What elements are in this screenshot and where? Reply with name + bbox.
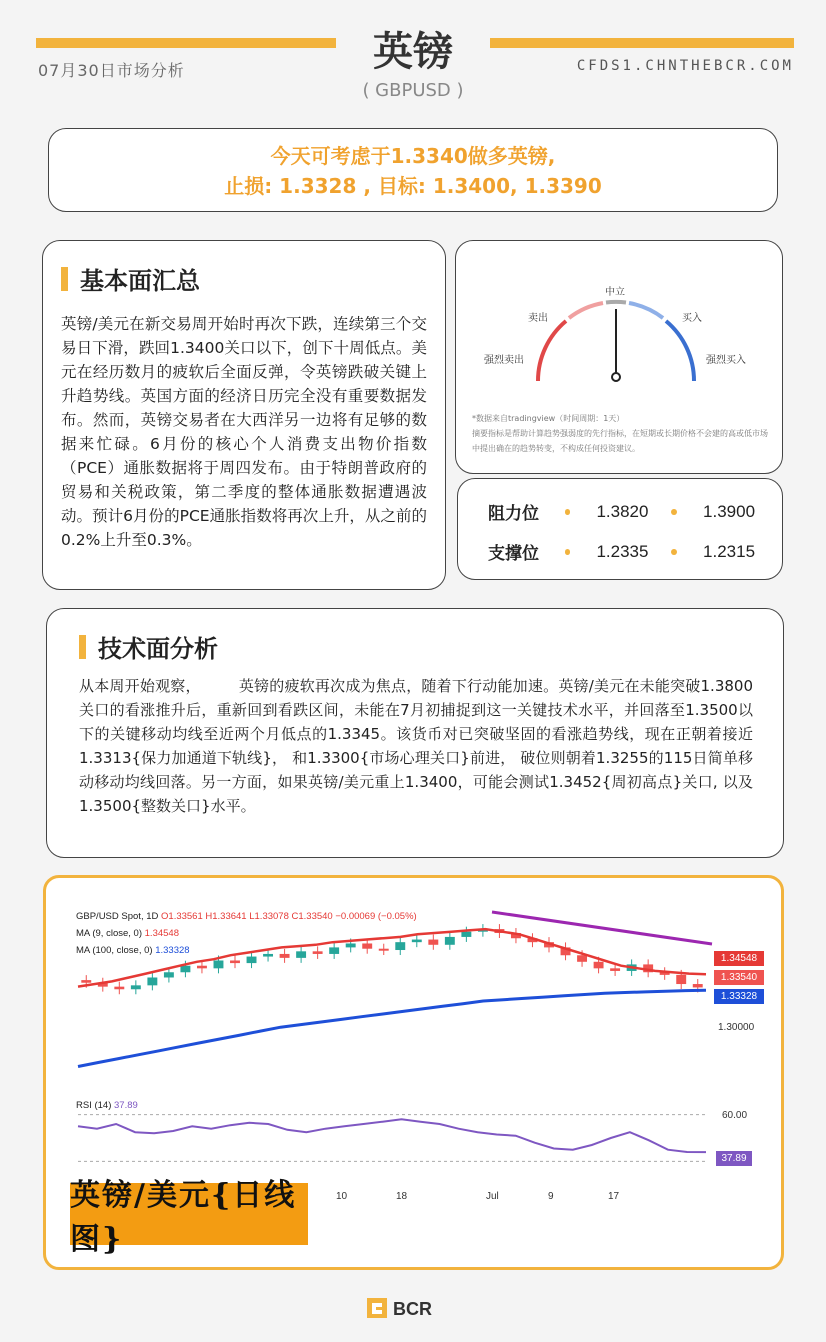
rsi-line <box>78 1119 706 1152</box>
price-tag-ma9: 1.34548 <box>714 951 764 966</box>
levels-card <box>457 478 783 580</box>
gauge-label-neutral: 中立 <box>605 287 625 298</box>
price-chart-card <box>43 875 784 1270</box>
ma100-line <box>78 990 706 1066</box>
page-title: 英镑 <box>373 29 453 75</box>
gauge-arc-sell <box>569 303 603 318</box>
bcr-logo-mark <box>367 1298 387 1318</box>
resistance-value-2: 1.3900 <box>703 501 756 521</box>
sentiment-gauge <box>456 241 784 411</box>
gauge-arc-buy <box>629 303 663 318</box>
fundamental-body: 英镑/美元在新交易周开始时再次下跌，连续第三个交易日下滑，跌回1.3400关口以下，创下十周低点。美元在经历数月的疲软后全面反弹，令英镑跌破关键上升趋势线。英国方面的经济日历完全没有重要数据发布。然而，英镑交易者在大西洋另一边将有足够的数据来忙碌。6月份的核心个人消费支出物价指数（PCE）通胀数据将于周四发布。由于特朗普政府的贸易和关税政策，第二季度的整体通胀数据遭遇波动。预计6月份的PCE通胀指数将再次上升，从之前的0.2%上升至0.3%。 <box>61 315 427 549</box>
candle <box>230 960 240 963</box>
x-tick: 10 <box>336 1191 348 1202</box>
legend-low: L1.33078 <box>249 911 289 922</box>
bcr-logo-text: BCR <box>393 1299 432 1319</box>
technical-title: 技术面分析 <box>98 635 218 663</box>
gauge-arc-neutral <box>606 302 626 303</box>
resistance-row <box>488 499 778 524</box>
resistance-value-1: 1.3820 <box>596 501 649 521</box>
fundamental-card <box>42 240 446 590</box>
legend-open: O1.33561 <box>161 911 203 922</box>
support-row <box>488 539 778 564</box>
legend-symbol: GBP/USD Spot, 1D <box>76 911 159 922</box>
rsi-axis-label: 60.00 <box>722 1110 748 1121</box>
gauge-label-buy: 买入 <box>682 313 702 324</box>
x-tick: Jul <box>486 1191 499 1202</box>
legend-change: −0.00069 (−0.05%) <box>335 911 417 922</box>
gauge-hub <box>612 373 620 381</box>
legend-ma100-label: MA (100, close, 0) <box>76 945 153 956</box>
heading-accent-bar <box>61 267 68 291</box>
rsi-group <box>78 1115 706 1162</box>
sentiment-gauge-card <box>455 240 783 474</box>
candle <box>81 980 91 983</box>
candle <box>180 966 190 973</box>
price-axis-label: 1.30000 <box>718 1022 755 1033</box>
support-value-1: 1.2335 <box>596 541 649 561</box>
gauge-note <box>472 411 772 456</box>
candle <box>594 962 604 969</box>
x-tick: 18 <box>396 1191 408 1202</box>
chart-caption: 英镑/美元{日线图} <box>70 1183 308 1245</box>
gauge-label-sell: 卖出 <box>528 313 548 324</box>
price-tag-close: 1.33540 <box>714 970 764 985</box>
legend-ma9 <box>76 925 417 942</box>
legend-ma9-value: 1.34548 <box>144 928 179 939</box>
legend-ma100-value: 1.33328 <box>155 945 190 956</box>
recommendation-box <box>48 128 778 212</box>
candle <box>610 968 620 971</box>
chart-legend <box>76 908 417 959</box>
bullet-icon <box>671 509 677 515</box>
support-value-2: 1.2315 <box>703 541 756 561</box>
site-url[interactable]: CFDS1.CHNTHEBCR.COM <box>576 58 794 74</box>
candle <box>461 932 471 937</box>
support-label: 支撑位 <box>488 544 539 564</box>
technical-heading <box>79 629 753 664</box>
candle <box>114 987 124 990</box>
candle <box>197 966 207 969</box>
page-subtitle: ( GBPUSD ) <box>362 80 464 101</box>
gauge-note-source: *数据来自tradingview（时间周期：1天） <box>472 414 625 423</box>
technical-body: 从本周开始观察， 英镑的疲软再次成为焦点，随着下行动能加速。英镑/美元在未能突破1.3800关口的看涨推升后，重新回到看跌区间，未能在7月初捕捉到这一关键技术水平，并回落至1.3500以下的关键移动均线至近两个月低点的1.3345。该货币对已突破坚固的看涨趋势线，现在正朝着接近1.3313{保力加通道下轨线}， 和1.3300{市场心理关口}前进， 破位则朝着1.3255的115日简单移动移动均线回落。另一方面，如果英镑/美元重上1.3400，可能会测试1.3452{周初高点}关口, 以及1.3500{整数关口}水平。 <box>79 677 753 815</box>
rsi-legend-value: 37.89 <box>114 1100 138 1111</box>
gauge-label-strong-sell: 强烈卖出 <box>484 355 524 366</box>
rsi-tag: 37.89 <box>716 1151 752 1166</box>
candle <box>147 977 157 985</box>
technical-card <box>46 608 784 858</box>
price-tag-ma100: 1.33328 <box>714 989 764 1004</box>
recommendation-line-2: 止损: 1.3328 , 目标: 1.3400, 1.3390 <box>224 174 602 198</box>
candle <box>131 985 141 989</box>
legend-ma100 <box>76 942 417 959</box>
bcr-logo <box>367 1295 459 1321</box>
bullet-icon <box>671 549 677 555</box>
candle <box>164 972 174 977</box>
legend-high: H1.33641 <box>205 911 247 922</box>
legend-ma9-label: MA (9, close, 0) <box>76 928 142 939</box>
x-tick: 17 <box>608 1191 620 1202</box>
candle <box>693 984 703 987</box>
rsi-legend <box>76 1100 138 1111</box>
candle <box>577 955 587 962</box>
candle <box>428 940 438 945</box>
trend-line <box>492 912 712 944</box>
candle <box>445 937 455 945</box>
fundamental-heading <box>61 261 427 296</box>
heading-accent-bar <box>79 635 86 659</box>
footer-logo <box>0 1295 826 1325</box>
candle <box>214 960 224 968</box>
report-date: 07月30日市场分析 <box>38 61 185 80</box>
rsi-legend-label: RSI (14) <box>76 1100 112 1111</box>
legend-ohlc <box>76 908 417 925</box>
gauge-arc-strong-buy <box>666 321 694 381</box>
legend-close: C1.33540 <box>291 911 333 922</box>
candle <box>676 975 686 984</box>
gauge-note-disclaimer: 摘要指标是帮助计算趋势强弱度的先行指标，在短期或长期价格不会建的高或低市场中提出确在的趋势转变，不构成任何投资建议。 <box>472 429 768 453</box>
bullet-icon <box>565 549 571 555</box>
bullet-icon <box>565 509 571 515</box>
gauge-label-strong-buy: 强烈买入 <box>706 355 746 366</box>
resistance-label: 阻力位 <box>488 504 539 524</box>
gauge-arc-strong-sell <box>538 321 566 381</box>
recommendation-line-1: 今天可考虑于1.3340做多英镑, <box>270 144 556 168</box>
x-tick: 9 <box>548 1191 554 1202</box>
fundamental-title: 基本面汇总 <box>80 267 200 295</box>
